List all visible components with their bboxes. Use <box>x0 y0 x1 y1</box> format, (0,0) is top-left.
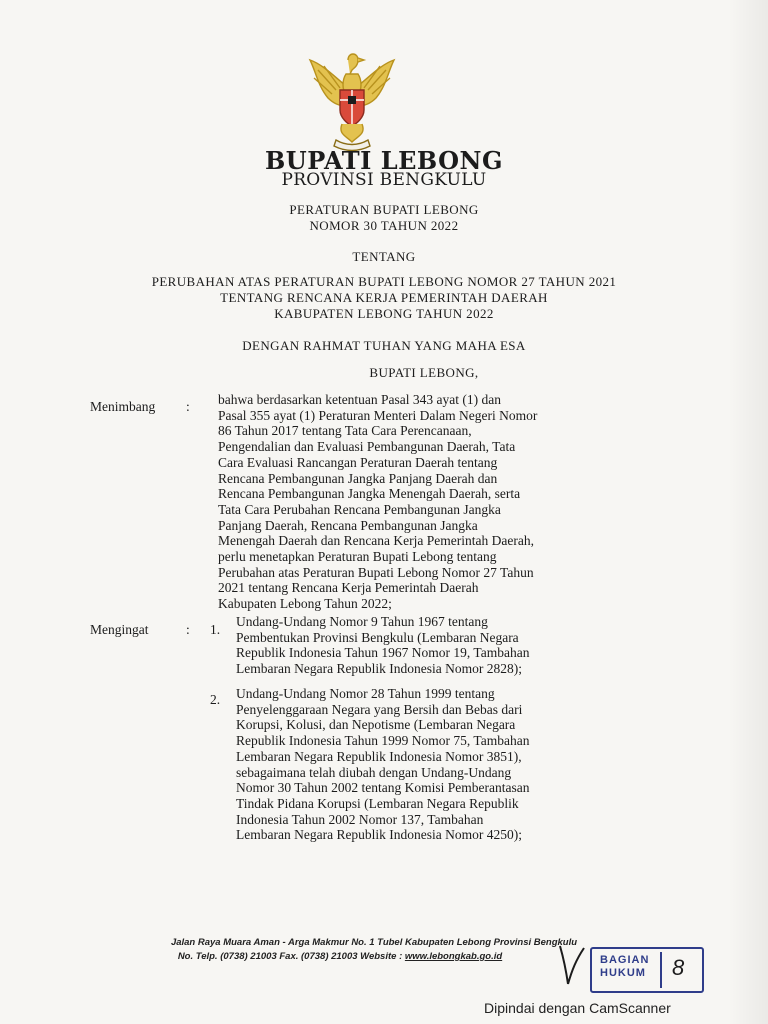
garuda-emblem-icon <box>296 46 408 156</box>
authority: BUPATI LEBONG, <box>369 365 479 380</box>
mengingat-item-text: Undang-Undang Nomor 28 Tahun 1999 tentang Penyelenggaraan Negara yang Bersih dan Bebas dari Korupsi, Kolusi, dan Nepotisme (Lembaran Negara Republik Indonesia Tahun 1999 Nomor 75, Tambahan Lembaran Negara Republik Indonesia Nomor 3851), sebagaimana telah diubah dengan Undang-Undang Nomor 30 Tahun 2002 tentang Komisi Pemberantasan Tindak Pidana Korupsi (Lembaran Negara Republik Indonesia Tahun 2002 Nomor 137, Tambahan Lembaran Negara Republik Indonesia Nomor 4250); <box>236 686 530 843</box>
menimbang-label: Menimbang <box>90 399 156 414</box>
stamp-text <box>600 954 662 980</box>
mengingat-item-number: 2. <box>210 692 221 707</box>
mengingat-item-text: Undang-Undang Nomor 9 Tahun 1967 tentang Pembentukan Provinsi Bengkulu (Lembaran Negara Republik Indonesia Tahun 1967 Nomor 19, Tambahan Lembaran Negara Republik Indonesia Nomor 2828); <box>236 614 530 677</box>
menimbang-text: bahwa berdasarkan ketentuan Pasal 343 ayat (1) dan Pasal 355 ayat (1) Peraturan Menteri Dalam Negeri Nomor 86 Tahun 2017 tentang Tata Cara Perencanaan, Pengendalian dan Evaluasi Pembangunan Daerah, Tata Cara Evaluasi Rancangan Peraturan Daerah tentang Rencana Pembangunan Jangka Panjang Daerah dan Rencana Pembangunan Jangka Menengah Daerah, serta Tata Cara Perubahan Rencana Pembangunan Jangka Panjang Daerah, Rencana Pembangunan Jangka Menengah Daerah dan Rencana Kerja Pemerintah Daerah, perlu menetapkan Peraturan Bupati Lebong tentang Perubahan atas Peraturan Bupati Lebong Nomor 27 Tahun 2021 tentang Rencana Kerja Pemerintah Daerah Kabupaten Lebong Tahun 2022; <box>218 392 538 612</box>
footer-address: Jalan Raya Muara Aman - Arga Makmur No. 1 Tubel Kabupaten Lebong Provinsi Bengkulu <box>170 937 578 948</box>
scanner-watermark: Dipindai dengan CamScanner <box>484 1000 671 1016</box>
mengingat-colon: : <box>186 622 190 637</box>
menimbang-colon: : <box>186 399 190 414</box>
regulation-subject-line: TENTANG RENCANA KERJA PEMERINTAH DAERAH <box>220 290 548 305</box>
regulation-subject-line: PERUBAHAN ATAS PERATURAN BUPATI LEBONG NOMOR 27 TAHUN 2021 <box>151 274 617 289</box>
page-title: BUPATI LEBONG <box>264 146 503 175</box>
invocation: DENGAN RAHMAT TUHAN YANG MAHA ESA <box>242 338 526 353</box>
stamp-divider <box>660 952 662 988</box>
stamp-initial: 8 <box>672 955 685 980</box>
mengingat-label: Mengingat <box>90 622 149 637</box>
footer-contact-text: No. Telp. (0738) 21003 Fax. (0738) 21003 Website : <box>177 951 405 962</box>
page-subtitle: PROVINSI BENGKULU <box>281 170 487 190</box>
footer-website-link[interactable]: www.lebongkab.go.id <box>404 951 503 962</box>
regulation-type: PERATURAN BUPATI LEBONG <box>289 202 479 217</box>
stamp-line: HUKUM <box>600 967 646 979</box>
mengingat-item-number: 1. <box>210 622 221 637</box>
regulation-number: NOMOR 30 TAHUN 2022 <box>309 218 459 233</box>
bagian-hukum-stamp <box>590 947 704 993</box>
stamp-line: BAGIAN <box>600 954 650 966</box>
regulation-subject-line: KABUPATEN LEBONG TAHUN 2022 <box>274 306 494 321</box>
signature-mark-icon <box>554 940 594 990</box>
regulation-about: TENTANG <box>352 249 416 264</box>
